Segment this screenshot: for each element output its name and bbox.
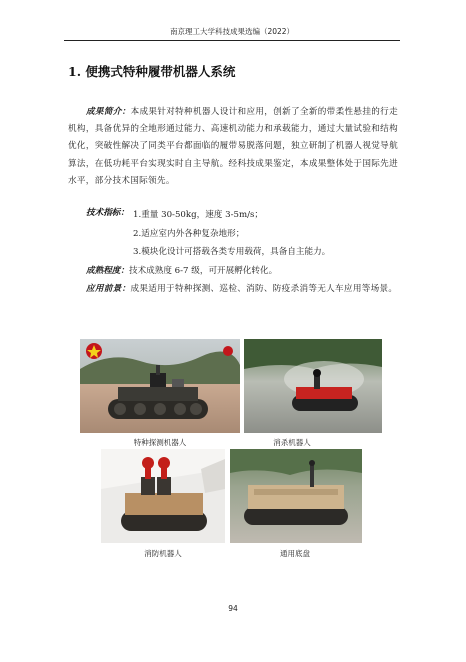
running-header: 南京理工大学科技成果选编（2022） [169, 27, 295, 36]
tech-item: 1.重量 30-50kg，速度 3-5m/s； [133, 210, 264, 220]
maturity-text: 技术成熟度 6-7 级，可开展孵化转化。 [128, 266, 278, 276]
maturity-paragraph [86, 264, 277, 276]
summary-paragraph [68, 104, 398, 190]
application-paragraph [68, 281, 398, 298]
page-number: 94 [228, 604, 238, 613]
section-title: 1. 便携式特种履带机器人系统 [68, 64, 236, 79]
photo-general-chassis [230, 449, 362, 543]
photo-detection-robot [80, 339, 240, 433]
application-label: 应用前景： [86, 284, 131, 294]
caption-general-chassis: 通用底盘 [280, 549, 310, 558]
caption-disinfection-robot: 消杀机器人 [273, 438, 311, 447]
header-rule [64, 40, 400, 41]
maturity-label: 成熟程度： [86, 266, 129, 276]
tech-label: 技术指标： [86, 208, 129, 218]
photo-firefighting-robot [101, 449, 225, 543]
tech-list [133, 206, 330, 262]
caption-firefighting-robot: 消防机器人 [144, 549, 182, 558]
tech-item: 3.模块化设计可搭载各类专用载荷，具备自主能力。 [133, 247, 331, 257]
caption-detection-robot: 特种探测机器人 [133, 438, 187, 447]
application-text: 成果适用于特种探测、巡检、消防、防疫杀消等无人车应用等场景。 [130, 284, 398, 294]
photo-disinfection-robot [244, 339, 382, 433]
summary-text: 本成果针对特种机器人设计和应用，创新了全新的带柔性悬挂的行走机构，具备优异的全地形通过能力、高速机动能力和承载能力，通过大量试验和结构优化，突破性解决了同类平台都面临的履带易脱落问题，独立研制了机器人视觉导航算法，在低功耗平台实现实时自主导航。经科技成果鉴定，本成果整体处于国际先进水平，部分技术国际领先。 [68, 107, 398, 186]
tech-item: 2.适应室内外各种复杂地形； [133, 228, 245, 239]
summary-label: 成果简介： [86, 107, 131, 117]
